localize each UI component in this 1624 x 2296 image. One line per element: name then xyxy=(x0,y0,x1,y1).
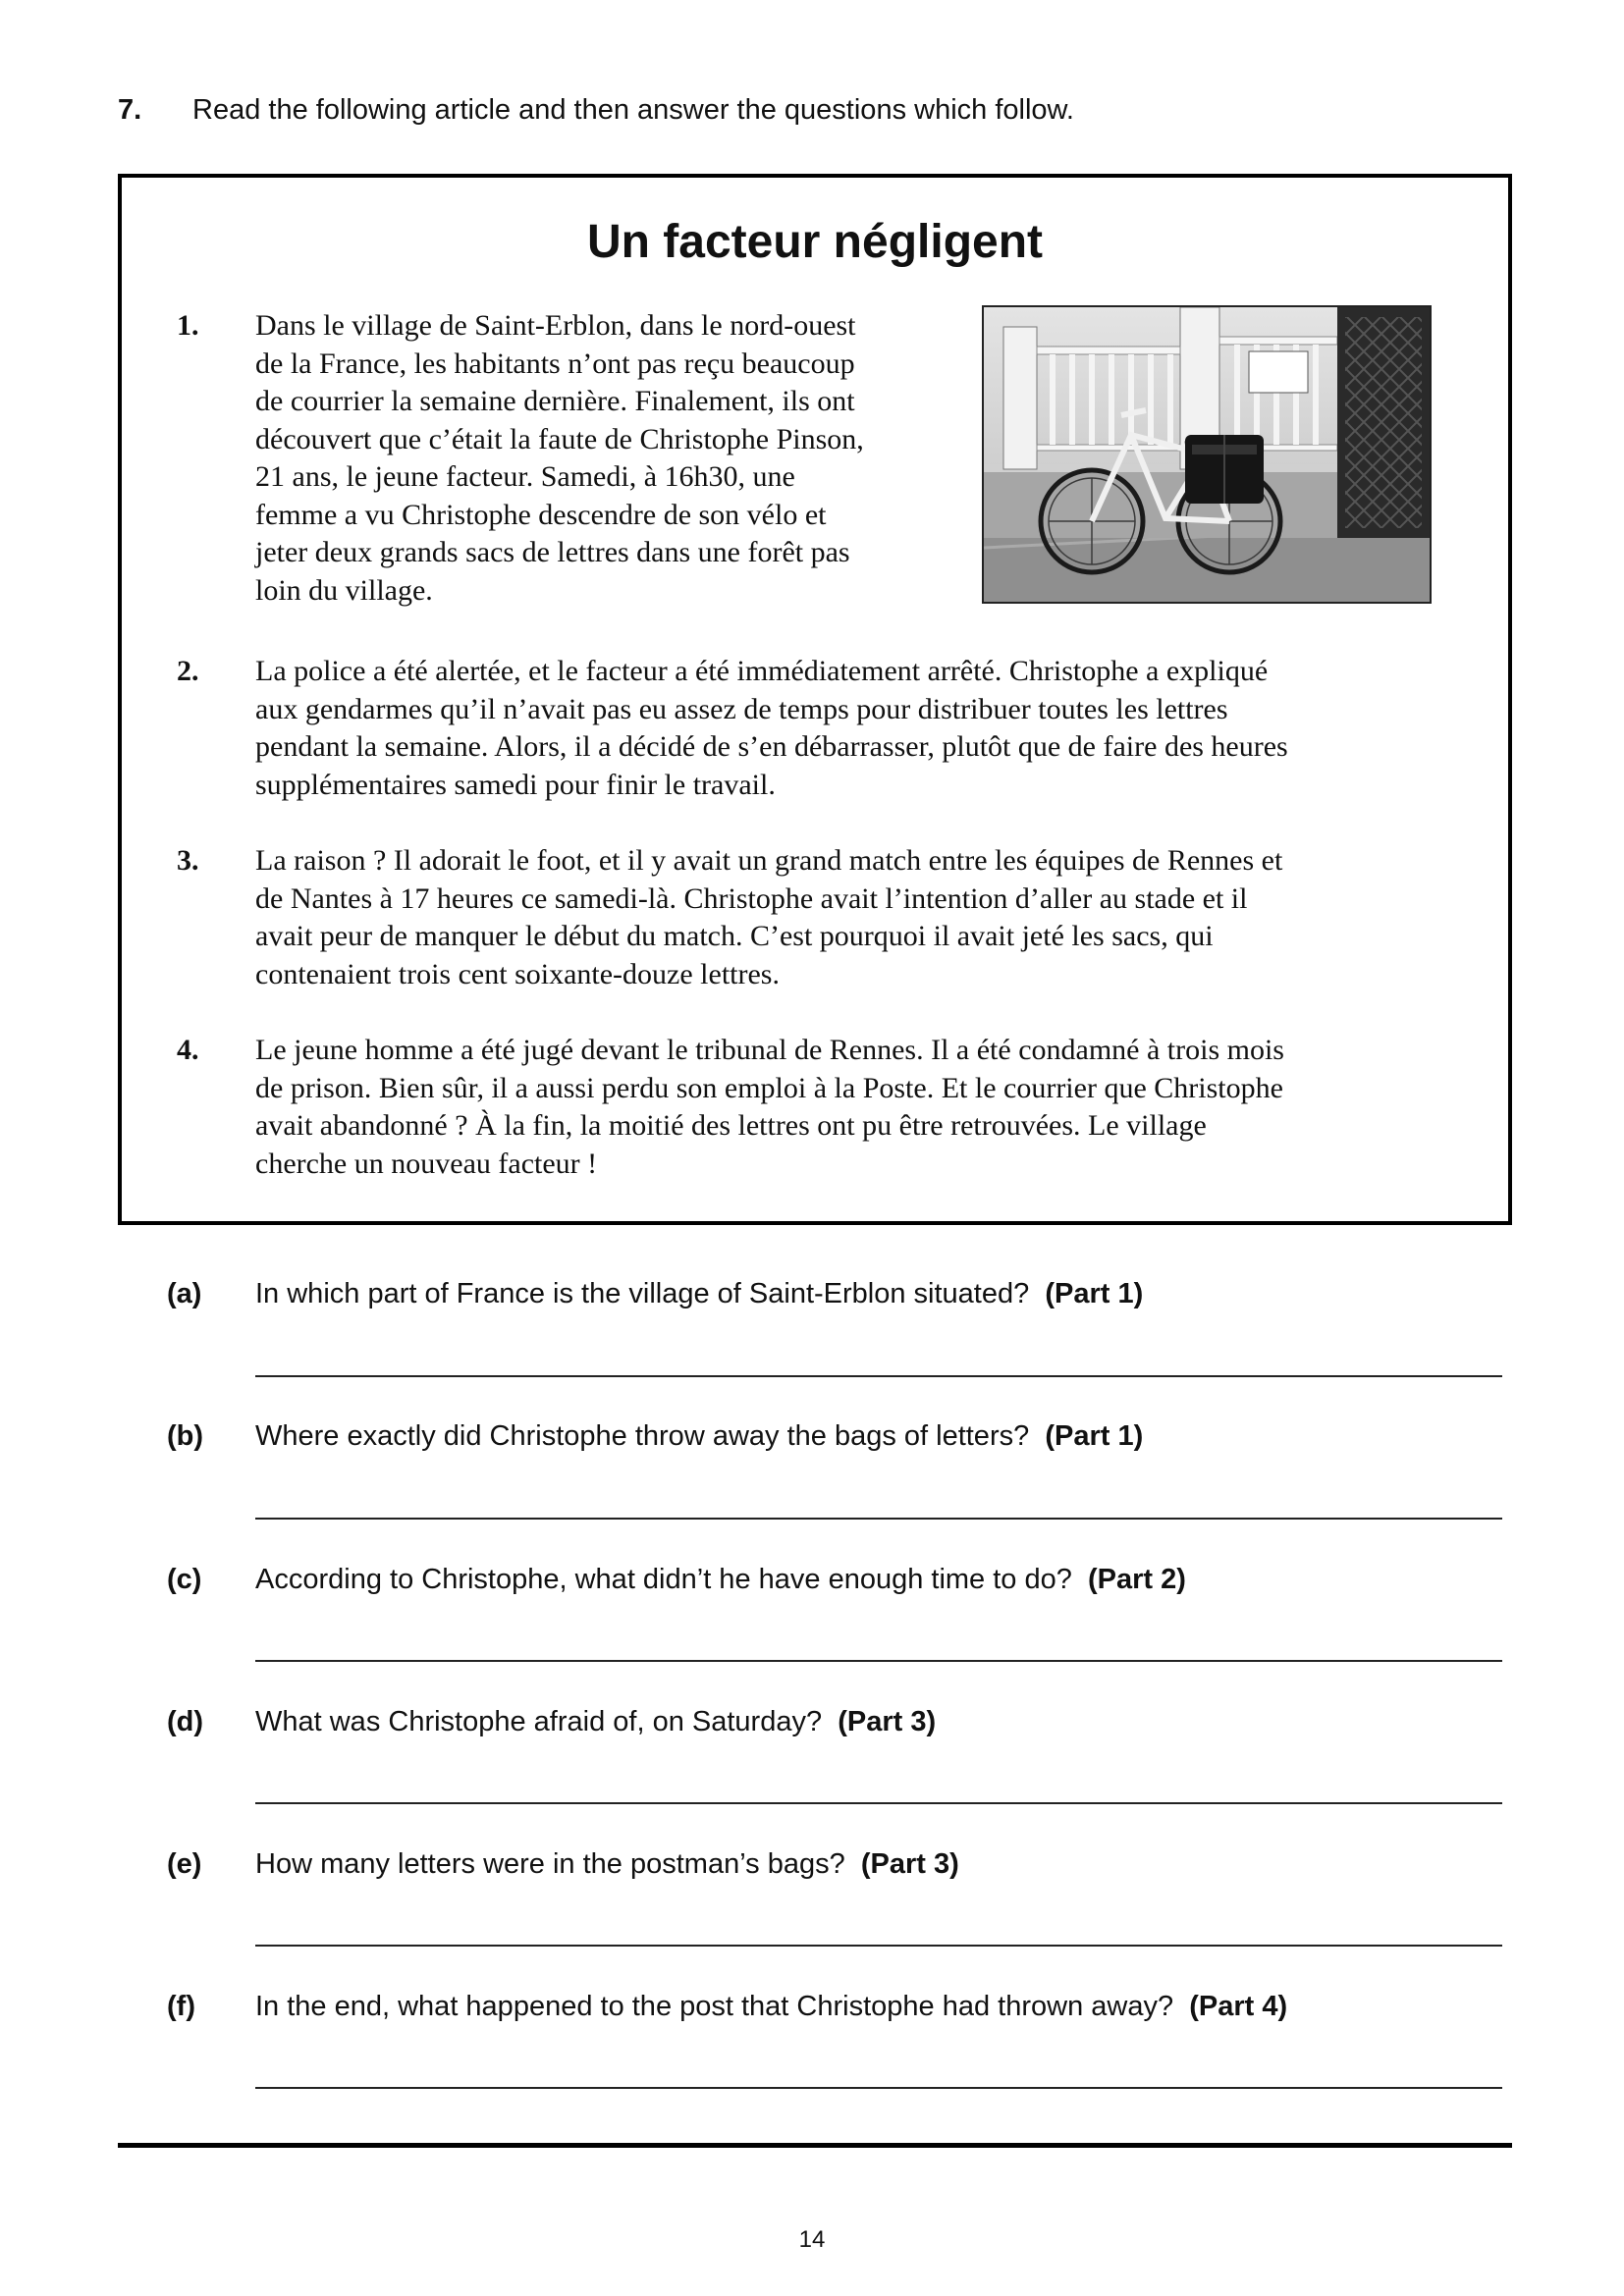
paragraph-line: Dans le village de Saint-Erblon, dans le nord-ouest xyxy=(255,309,856,342)
paragraph-line: supplémentaires samedi pour finir le travail. xyxy=(255,768,776,801)
subquestion-label: (e) xyxy=(167,1848,202,1880)
paragraph-line: de courrier la semaine dernière. Finalement, ils ont xyxy=(255,385,855,417)
paragraph-line: La police a été alertée, et le facteur a été immédiatement arrêté. Christophe a expliqué xyxy=(255,655,1269,687)
paragraph-line: de la France, les habitants n’ont pas reçu beaucoup xyxy=(255,347,855,380)
article-title: Un facteur négligent xyxy=(586,216,1044,268)
paragraph-line: aux gendarmes qu’il n’avait pas eu assez de temps pour distribuer toutes les lettres xyxy=(255,692,1228,725)
answer-line-e[interactable] xyxy=(255,1945,1502,1947)
paragraph-line: découvert que c’était la faute de Christophe Pinson, xyxy=(255,422,864,455)
paragraph-number: 4. xyxy=(177,1034,199,1066)
paragraph-text xyxy=(255,1032,1284,1183)
answer-line-d[interactable] xyxy=(255,1802,1502,1804)
subquestion-part: (Part 1) xyxy=(1045,1420,1144,1452)
subquestion-label: (a) xyxy=(167,1278,202,1309)
subquestion-part: (Part 3) xyxy=(838,1706,937,1737)
subquestion-label: (d) xyxy=(167,1706,204,1737)
answer-line-b[interactable] xyxy=(255,1518,1502,1520)
paragraph-number: 1. xyxy=(177,309,199,342)
paragraph-line: jeter deux grands sacs de lettres dans une forêt pas xyxy=(255,536,850,568)
bicycle-photo xyxy=(982,305,1432,604)
paragraph-line: de Nantes à 17 heures ce samedi-là. Christophe avait l’intention d’aller au stade et il xyxy=(255,881,1248,915)
subquestion-prompt: In which part of France is the village of Saint-Erblon situated? xyxy=(255,1278,1030,1309)
answer-line-c[interactable] xyxy=(255,1660,1502,1662)
page-number: 14 xyxy=(798,2226,826,2253)
paragraph-number: 2. xyxy=(177,655,199,687)
subquestion-label: (c) xyxy=(167,1564,202,1595)
paragraph-line: Le jeune homme a été jugé devant le tribunal de Rennes. Il a été condamné à trois mois xyxy=(255,1034,1284,1066)
subquestion-label: (f) xyxy=(167,1991,195,2022)
answer-line-a[interactable] xyxy=(255,1375,1502,1377)
paragraph-line: pendant la semaine. Alors, il a décidé de s’en débarrasser, plutôt que de faire des heures xyxy=(255,730,1288,763)
question-number: 7. xyxy=(118,94,142,126)
paragraph-line: de prison. Bien sûr, il a aussi perdu son emploi à la Poste. Et le courrier que Christophe xyxy=(255,1071,1283,1104)
subquestion-text xyxy=(255,1706,936,1738)
answer-line-f[interactable] xyxy=(255,2087,1502,2089)
article-box xyxy=(118,174,1512,1225)
subquestion-part: (Part 2) xyxy=(1088,1564,1186,1595)
paragraph-text xyxy=(255,307,864,610)
subquestion-text xyxy=(255,1991,1287,2023)
paragraph-line: contenaient trois cent soixante-douze lettres. xyxy=(255,957,780,990)
paragraph-line: loin du village. xyxy=(255,573,433,607)
subquestion-text xyxy=(255,1848,959,1881)
paragraph-line: La raison ? Il adorait le foot, et il y avait un grand match entre les équipes de Rennes et xyxy=(255,844,1283,877)
paragraph-number: 3. xyxy=(177,844,199,877)
paragraph-text xyxy=(255,653,1288,804)
bottom-rule xyxy=(118,2143,1512,2148)
subquestion-text xyxy=(255,1420,1143,1453)
subquestion-prompt: In the end, what happened to the post that Christophe had thrown away? xyxy=(255,1991,1174,2022)
paragraph-line: cherche un nouveau facteur ! xyxy=(255,1147,598,1180)
paragraph-line: avait peur de manquer le début du match. C’est pourquoi il avait jeté les sacs, qui xyxy=(255,920,1214,952)
subquestion-text xyxy=(255,1278,1143,1310)
paragraph-text xyxy=(255,842,1282,993)
subquestion-part: (Part 3) xyxy=(860,1848,959,1880)
subquestion-prompt: According to Christophe, what didn’t he have enough time to do? xyxy=(255,1564,1072,1595)
subquestion-part: (Part 1) xyxy=(1045,1278,1144,1309)
subquestion-prompt: Where exactly did Christophe throw away the bags of letters? xyxy=(255,1420,1030,1452)
subquestion-prompt: What was Christophe afraid of, on Saturday? xyxy=(255,1706,823,1737)
paragraph-line: avait abandonné ? À la fin, la moitié des lettres ont pu être retrouvées. Le village xyxy=(255,1109,1207,1142)
subquestion-label: (b) xyxy=(167,1420,204,1452)
question-instruction: Read the following article and then answer the questions which follow. xyxy=(192,94,1074,126)
subquestion-text xyxy=(255,1564,1186,1596)
paragraph-line: 21 ans, le jeune facteur. Samedi, à 16h30, une xyxy=(255,460,795,493)
paragraph-line: femme a vu Christophe descendre de son vélo et xyxy=(255,498,827,531)
subquestion-prompt: How many letters were in the postman’s bags? xyxy=(255,1848,845,1880)
subquestion-part: (Part 4) xyxy=(1189,1991,1288,2022)
